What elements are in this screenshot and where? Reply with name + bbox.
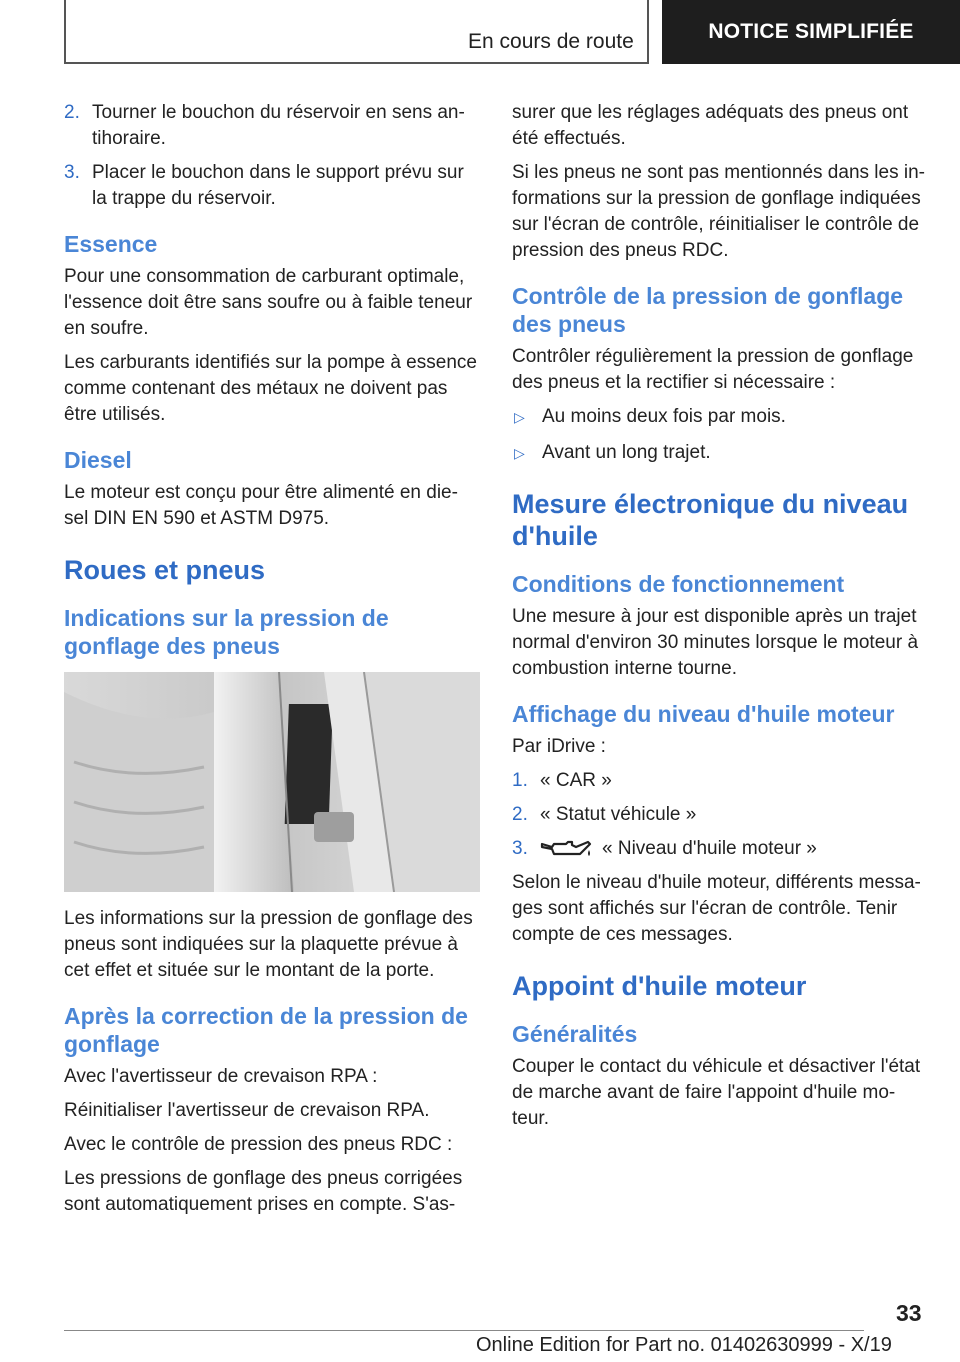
header-underline: [64, 62, 649, 64]
paragraph: surer que les réglages adéquats des pneus ont été effectués.: [512, 102, 909, 149]
bullet-text: Au moins deux fois par mois.: [542, 406, 786, 427]
step-number: 1.: [512, 770, 528, 791]
step-item: [64, 100, 482, 152]
bullet-item: [512, 440, 930, 466]
page-number: 33: [896, 1300, 922, 1326]
heading-generalites: Généralités: [512, 1021, 638, 1047]
paragraph: Les carburants identifiés sur la pompe à essence comme contenant des métaux ne doivent pas être utilisés.: [64, 352, 477, 425]
heading-apres-correction: Après la correction de la pression de gonflage: [64, 1003, 468, 1057]
door-pillar-photo: [64, 672, 480, 892]
footer-rule: [64, 1330, 864, 1331]
heading-controle-pression: Contrôle de la pression de gonflage des pneus: [512, 283, 904, 337]
step-content: [540, 836, 930, 862]
door-pillar-illustration: [64, 672, 480, 892]
step-number: 3.: [512, 838, 528, 859]
step-text: Placer le bouchon dans le support prévu sur la trappe du réservoir.: [92, 162, 464, 209]
paragraph: Réinitialiser l'avertisseur de crevaison RPA.: [64, 1100, 430, 1121]
paragraph: Contrôler régulièrement la pression de gonflage des pneus et la rectifier si nécessaire :: [512, 346, 914, 393]
step-item: [512, 768, 930, 794]
step-number: 3.: [64, 162, 80, 183]
header-separator: [647, 0, 649, 64]
step-item: [512, 802, 930, 828]
step-item: [512, 836, 930, 862]
header-chapter-box: NOTICE SIMPLIFIÉE: [662, 0, 960, 64]
paragraph: Pour une consommation de carburant optimale, l'essence doit être sans soufre ou à faible teneur en soufre.: [64, 266, 473, 339]
paragraph: Une mesure à jour est disponible après un trajet normal d'environ 30 minutes lorsque le moteur à combustion interne tourne.: [512, 606, 919, 679]
step-text: Tourner le bouchon du réservoir en sens an-tihoraire.: [92, 102, 465, 149]
step-item: [64, 160, 482, 212]
heading-mesure-niveau-huile: Mesure électronique du niveau d'huile: [512, 489, 909, 551]
step-number: 2.: [512, 804, 528, 825]
heading-essence: Essence: [64, 231, 158, 257]
paragraph: Avec le contrôle de pression des pneus RDC :: [64, 1134, 453, 1155]
heading-appoint-huile: Appoint d'huile moteur: [512, 971, 807, 1001]
heading-roues-et-pneus: Roues et pneus: [64, 555, 266, 585]
bullet-item: [512, 404, 930, 430]
paragraph: Selon le niveau d'huile moteur, différents messa-ges sont affichés sur l'écran de contrôle. Tenir compte de ces messages.: [512, 872, 921, 945]
paragraph: Couper le contact du véhicule et désactiver l'état de marche avant de faire l'appoint d'huile mo-teur.: [512, 1056, 921, 1129]
heading-affichage-niveau: Affichage du niveau d'huile moteur: [512, 701, 895, 727]
photo-caption: Les informations sur la pression de gonflage des pneus sont indiquées sur la plaquette prévue à cet effet et située sur le montant de la porte.: [64, 908, 473, 981]
footer-edition-text: Online Edition for Part no. 01402630999 - X/19: [476, 1334, 892, 1356]
paragraph: Les pressions de gonflage des pneus corrigées sont automatiquement prises en compte. S'as-: [64, 1168, 463, 1215]
heading-diesel: Diesel: [64, 447, 132, 473]
step-text: « Statut véhicule »: [540, 804, 697, 825]
header-section-title: En cours de route: [468, 30, 634, 53]
step-number: 2.: [64, 102, 80, 123]
oil-can-icon: [540, 838, 592, 860]
bullet-text: Avant un long trajet.: [542, 442, 711, 463]
heading-conditions: Conditions de fonctionnement: [512, 571, 845, 597]
step-text: « Niveau d'huile moteur »: [602, 838, 817, 859]
left-column: [64, 100, 482, 1226]
triangle-bullet-icon: ▷: [514, 445, 525, 461]
paragraph: Si les pneus ne sont pas mentionnés dans les in-formations sur la pression de gonflage indiquées sur l'écran de contrôle, réinitialiser le contrôle de pression des pneus RDC.: [512, 162, 925, 261]
triangle-bullet-icon: ▷: [514, 409, 525, 425]
right-column: [512, 100, 930, 1140]
paragraph: Par iDrive :: [512, 736, 606, 757]
step-text: « CAR »: [540, 770, 612, 791]
paragraph: Avec l'avertisseur de crevaison RPA :: [64, 1066, 378, 1087]
header-left-rule: [64, 0, 66, 64]
paragraph: Le moteur est conçu pour être alimenté en die-sel DIN EN 590 et ASTM D975.: [64, 482, 458, 529]
heading-indications-pression: Indications sur la pression de gonflage des pneus: [64, 605, 389, 659]
